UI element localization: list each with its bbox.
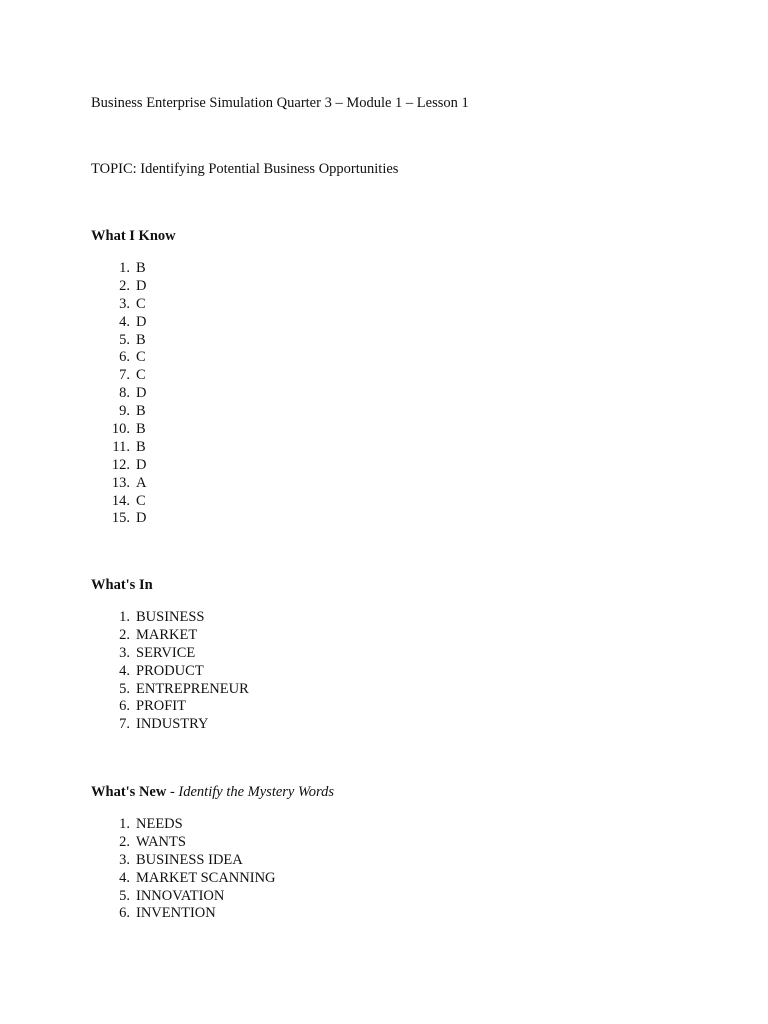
list-item-answer: D — [136, 456, 147, 473]
list-item-answer: D — [136, 277, 147, 294]
list-item-number: 3. — [119, 851, 130, 868]
section-heading-whats-new-line — [91, 783, 334, 801]
section-heading-what-i-know: What I Know — [91, 228, 176, 244]
list-item-number: 3. — [119, 644, 130, 661]
list-item-number: 3. — [119, 295, 130, 312]
whats-new-subtitle: - Identify the Mystery Words — [166, 784, 334, 800]
list-item-answer: C — [136, 295, 146, 312]
list-item-number: 12. — [111, 456, 130, 473]
list-item-answer: BUSINESS — [136, 609, 205, 625]
section-heading-whats-new: What's New — [91, 784, 167, 800]
list-item-answer: PRODUCT — [136, 662, 204, 679]
list-item-answer: B — [136, 421, 146, 438]
list-item-answer: C — [136, 492, 146, 509]
list-item-number: 5. — [119, 680, 130, 697]
list-item-answer: B — [136, 403, 146, 420]
topic-line: TOPIC: Identifying Potential Business Opportunities — [91, 161, 399, 177]
list-item-answer: C — [136, 367, 146, 384]
list-item-answer: MARKET SCANNING — [136, 869, 276, 886]
list-item-number: 5. — [119, 331, 130, 348]
list-item-answer: D — [136, 385, 147, 402]
list-item-number: 11. — [112, 438, 130, 455]
list-item-number: 6. — [119, 349, 130, 366]
list-item-answer: INNOVATION — [136, 887, 225, 904]
list-item-number: 15. — [111, 510, 130, 527]
list-item-answer: A — [136, 474, 147, 491]
list-item-answer: INVENTION — [136, 905, 216, 922]
list-item-number: 2. — [119, 277, 130, 294]
list-item-answer: PROFIT — [136, 698, 186, 715]
list-item-number: 14. — [111, 492, 130, 509]
list-item-number: 6. — [119, 905, 130, 922]
list-item-number: 6. — [119, 698, 130, 715]
list-item-number: 1. — [119, 816, 130, 832]
list-item-answer: D — [136, 510, 147, 527]
list-item-answer: ENTREPRENEUR — [136, 680, 249, 697]
list-item-answer: D — [136, 313, 147, 330]
list-item-number: 1. — [119, 609, 130, 625]
list-item-number: 5. — [119, 887, 130, 904]
list-item-answer: NEEDS — [136, 816, 183, 832]
list-item-answer: SERVICE — [136, 644, 196, 661]
list-item-number: 8. — [119, 385, 130, 402]
list-item-answer: MARKET — [136, 626, 198, 643]
list-item-answer: WANTS — [136, 833, 186, 850]
list-item-number: 2. — [119, 833, 130, 850]
list-item-number: 10. — [111, 421, 130, 438]
list-item-number: 7. — [119, 367, 130, 384]
list-item-number: 7. — [119, 716, 130, 733]
list-item-answer: B — [136, 260, 146, 276]
list-item-answer: BUSINESS IDEA — [136, 851, 243, 868]
list-item-number: 1. — [119, 260, 130, 276]
list-item-answer: B — [136, 438, 146, 455]
document-title: Business Enterprise Simulation Quarter 3 – Module 1 – Lesson 1 — [91, 95, 469, 111]
list-item-number: 9. — [119, 403, 130, 420]
section-heading-whats-in: What's In — [91, 577, 153, 593]
list-item-answer: INDUSTRY — [136, 716, 209, 733]
list-item-answer: B — [136, 331, 146, 348]
list-item-number: 13. — [111, 474, 130, 491]
list-item-number: 4. — [119, 313, 130, 330]
list-item-number: 4. — [119, 869, 130, 886]
list-item-number: 4. — [119, 662, 130, 679]
list-item-number: 2. — [119, 626, 130, 643]
list-item-answer: C — [136, 349, 146, 366]
